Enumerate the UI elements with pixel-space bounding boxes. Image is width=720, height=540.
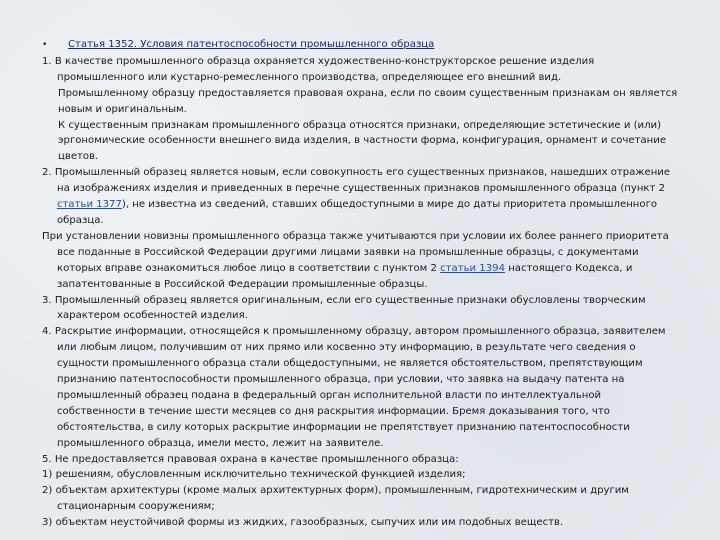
- paragraph-2: [42, 165, 682, 229]
- paragraph-6: 5. Не предоставляется правовая охрана в качестве промышленного образца:: [42, 453, 459, 465]
- paragraph-3-text-a: При установлении новизны промышленного образца также учитываются при условии их более раннего приоритета все поданные в Российской Федерации другими лицами заявки на промышленные образцы, с документами которых вправе ознакомиться любое лицо в соответствии с пунктом 2: [42, 230, 669, 274]
- paragraph-1b: Промышленному образцу предоставляется правовая охрана, если по своим существенным признакам он является новым и оригинальным.: [58, 87, 678, 115]
- paragraph-2-text-b: ), не известна из сведений, ставших общедоступными в мире до даты приоритета промышленного образца.: [57, 199, 658, 226]
- article-title[interactable]: Статья 1352. Условия патентоспособности промышленного образца: [68, 39, 435, 50]
- paragraph-1: 1. В качестве промышленного образца охраняется художественно-конструкторское решение изделия промышленного или кустарно-ремесленного производства, определяющее его внешний вид.: [42, 55, 595, 83]
- article-text: [42, 37, 682, 531]
- paragraph-1c: К существенным признакам промышленного образца относятся признаки, определяющие эстетические и (или) эргономические особенности внешнего вида изделия, в частности форма, конфигурация, орнамент и сочетание цветов.: [58, 119, 667, 163]
- article-heading: [42, 37, 682, 54]
- paragraph-3: [42, 229, 682, 293]
- paragraph-5: 4. Раскрытие информации, относящейся к промышленному образцу, автором промышленного образца, заявителем или любым лицом, получившим от них прямо или косвенно эту информацию, в результате чего сведения о сущности промышленного образца стали общедоступными, не является обстоятельством, препятствующим признанию патентоспособности промышленного образца, при условии, что заявка на выдачу патента на промышленный образец подана в федеральный орган исполнительной власти по интеллектуальной собственности в течение шести месяцев со дня раскрытия информации. Бремя доказывания того, что обстоятельства, в силу которых раскрытие информации не препятствует признанию патентоспособности промышленного образца, имели место, лежит на заявителе.: [42, 326, 666, 449]
- article-1377-link[interactable]: статьи 1377: [57, 199, 122, 211]
- paragraph-4: 3. Промышленный образец является оригинальным, если его существенные признаки обусловлены творческим характером особенностей изделия.: [42, 294, 646, 322]
- paragraph-2-text-a: 2. Промышленный образец является новым, если совокупность его существенных признаков, нашедших отражение на изображениях изделия и приведенных в перечне существенных признаков промышленного образца (пункт 2: [42, 167, 671, 195]
- paragraph-8: 2) объектам архитектуры (кроме малых архитектурных форм), промышленным, гидротехническим и другим стационарным сооружениям;: [42, 485, 629, 513]
- paragraph-7: 1) решениям, обусловленным исключительно технической функцией изделия;: [42, 469, 466, 481]
- bullet-icon: •: [42, 40, 48, 50]
- article-1394-link[interactable]: статьи 1394: [440, 262, 505, 274]
- paragraph-3-text-b: настоящего Кодекса, и запатентованные в Российской Федерации промышленные образцы.: [57, 262, 633, 290]
- paragraph-9: 3) объектам неустойчивой формы из жидких, газообразных, сыпучих или им подобных веществ.: [42, 517, 564, 529]
